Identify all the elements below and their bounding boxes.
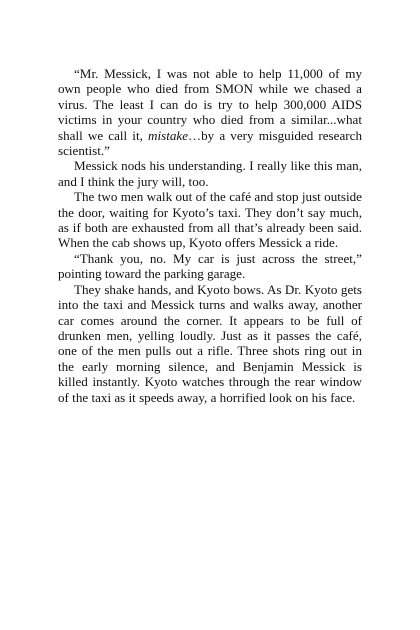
paragraph-1-ending: …by a very misguided research scientist.” <box>58 127 362 159</box>
paragraph-2: Messick nods his understanding. I really like this man, and I think the jury will, too. <box>58 158 362 189</box>
paragraph-3: The two men walk out of the café and stop just outside the door, waiting for Kyoto’s taxi. They don’t say much, as if both are exhausted from all that’s already been said. When the cab shows up, Kyoto offers Messick a ride. <box>58 189 362 251</box>
paragraph-4: “Thank you, no. My car is just across the street,” pointing toward the parking garage. <box>58 250 362 282</box>
page-text <box>58 66 362 405</box>
paragraph-1-text: “Mr. Messick, I was not able to help 11,000 of my own people who died from SMON while we chased a virus. The least I can do is try to help 300,000 AIDS victims in your country who died from a similar...what shall we call it, <box>58 66 362 143</box>
paragraph-5: They shake hands, and Kyoto bows. As Dr. Kyoto gets into the taxi and Messick turns and walks away, another car comes around the corner. It appears to be full of drunken men, yelling loudly. Just as it passes the café, one of the men pulls out a rifle. Three shots ring out in the early morning silence, and Benjamin Messick is killed instantly. Kyoto watches through the rear window of the taxi as it speeds away, a horrified look on his face. <box>58 281 362 405</box>
emphasized-word: mistake <box>148 127 189 143</box>
paragraph-1 <box>58 66 362 158</box>
